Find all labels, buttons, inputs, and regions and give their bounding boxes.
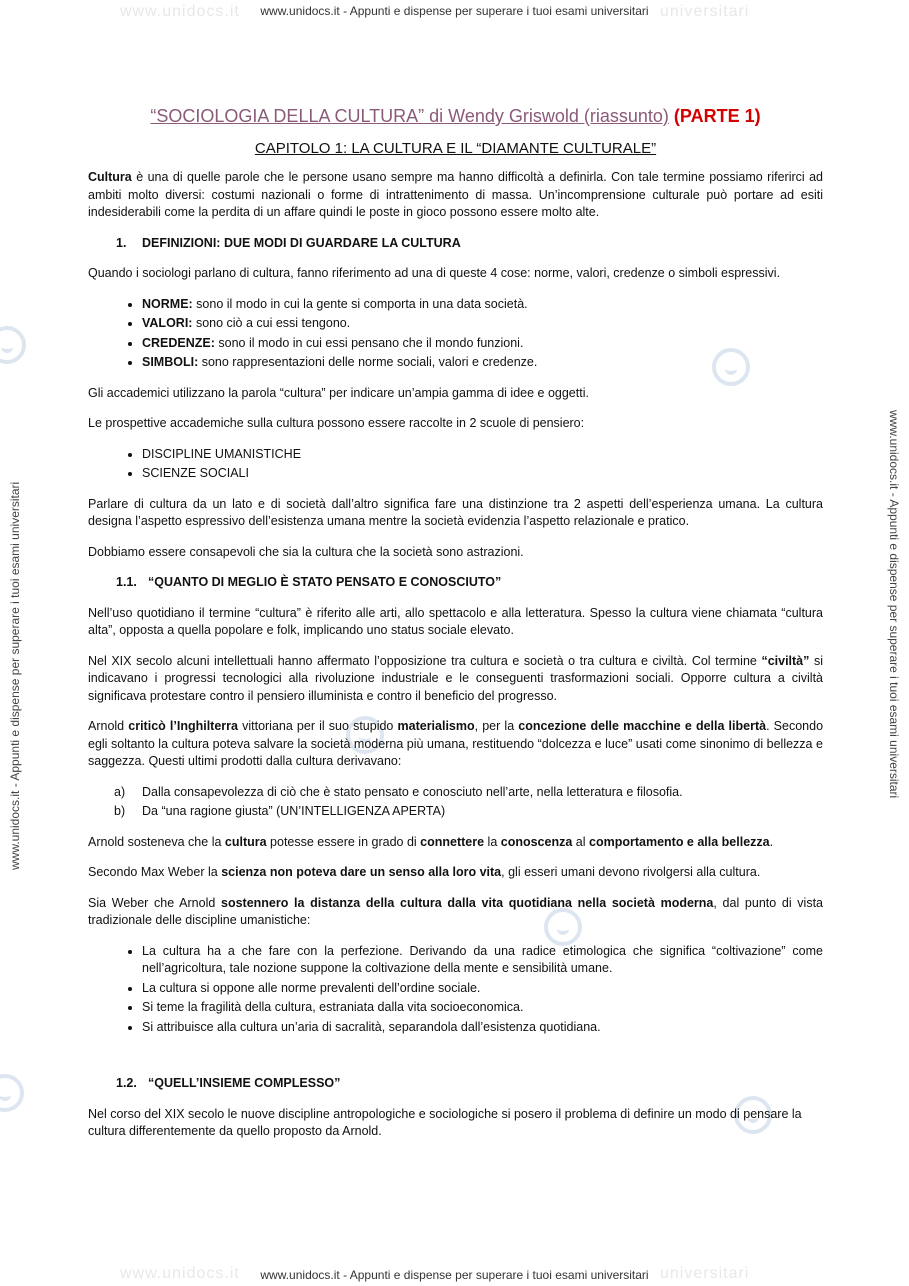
paragraph: Sia Weber che Arnold sostennero la distanza della cultura dalla vita quotidiana nella società moderna, dal punto di vista tradizionale delle discipline umanistiche: <box>88 895 823 927</box>
paragraph: Nel XIX secolo alcuni intellettuali hanno affermato l’opposizione tra cultura e società o tra cultura e civiltà. Col termine “civiltà” si indicavano i progressi tecnologici alla rivoluzione industriale e le conseguenti trasformazioni sociali. Opporre cultura a civiltà significava protestare contro il pensiero illuminista e contro il beneficio del progresso. <box>88 653 823 703</box>
list-item: • Si teme la fragilità della cultura, estraniata dalla vita socioeconomica. <box>142 999 823 1017</box>
list-item <box>142 335 823 353</box>
term: SIMBOLI: <box>142 355 199 369</box>
list-item: a) Dalla consapevolezza di ciò che è stato pensato e conosciuto nell’arte, nella letteratura e filosofia. <box>114 784 683 799</box>
section-1-1-number: 1.1. <box>116 575 137 589</box>
section-1-title: DEFINIZIONI: DUE MODI DI GUARDARE LA CULTURA <box>142 235 461 250</box>
paragraph: Gli accademici utilizzano la parola “cultura” per indicare un’ampia gamma di idee e oggetti. <box>88 385 589 400</box>
intro-text: è una di quelle parole che le persone usano sempre ma hanno difficoltà a definirla. Con tale termine possiamo riferirci ad ambiti molto diversi: costumi nazionali o forme di intrattenimento di massa. Un’incomprensione culturale può portare ad esiti indesiderabili come la perdita di un affare quindi le poste in gioco possono essere molto alte. <box>88 170 823 219</box>
paragraph: Arnold sosteneva che la cultura potesse essere in grado di connettere la conoscenza al comportamento e alla bellezza. <box>88 834 774 849</box>
list-item: • SCIENZE SOCIALI <box>142 465 823 483</box>
left-side-watermark: www.unidocs.it - Appunti e dispense per superare i tuoi esami universitari <box>8 481 22 870</box>
section-1-2-heading <box>116 1075 823 1093</box>
list-item: • La cultura ha a che fare con la perfezione. Derivando da una radice etimologica che significa “coltivazione” come nell’agricoltura, tale nozione suppone la coltivazione della mente e sensibilità umane. <box>142 943 823 978</box>
list-item <box>142 354 823 372</box>
footer-watermark-ghost-left: www.unidocs.it <box>120 1265 240 1282</box>
derivation-list <box>88 784 823 821</box>
section-1-2-number: 1.2. <box>116 1076 137 1090</box>
document-title <box>88 108 823 126</box>
spacer <box>88 1049 823 1075</box>
chapter-heading: CAPITOLO 1: LA CULTURA E IL “DIAMANTE CULTURALE” <box>254 139 657 157</box>
intro-paragraph <box>88 169 823 222</box>
watermark-logo-icon <box>0 1074 24 1112</box>
list-item: b) Da “una ragione giusta” (UN’INTELLIGENZA APERTA) <box>114 804 446 818</box>
list-item: • Si attribuisce alla cultura un’aria di sacralità, separandola dall’esistenza quotidiana. <box>142 1019 823 1037</box>
list-item: • La cultura si oppone alle norme prevalenti dell’ordine sociale. <box>142 980 823 998</box>
definition: sono rappresentazioni delle norme sociali, valori e credenze. <box>198 355 538 369</box>
definition: sono il modo in cui la gente si comporta in una data società. <box>192 296 528 311</box>
document-page <box>88 108 823 1154</box>
header-watermark-ghost-right: universitari <box>660 3 750 20</box>
intro-bold: Cultura <box>88 170 132 184</box>
section-1-1-title: “QUANTO DI MEGLIO È STATO PENSATO E CONOSCIUTO” <box>148 575 502 589</box>
section-1-1-heading <box>116 574 823 592</box>
term: NORME: <box>142 296 193 311</box>
paragraph: Arnold criticò l’Inghilterra vittoriana per il suo stupido materialismo, per la concezione delle macchine e della libertà. Secondo egli soltanto la cultura poteva salvare la società moderna più umana, restituendo “dolcezza e luce” usati come sinonimo di bellezza e saggezza. Questi ultimi prodotti dalla cultura derivavano: <box>88 719 824 768</box>
paragraph: Nell’uso quotidiano il termine “cultura” è riferito alle arti, allo spettacolo e alla letteratura. Spesso la cultura viene chiamata “cultura alta”, opposta a quella popolare e folk, implicando uno status sociale elevato. <box>88 605 823 637</box>
watermark-logo-icon <box>0 326 26 364</box>
definitions-list <box>88 296 823 372</box>
list-item: • DISCIPLINE UMANISTICHE <box>142 446 823 464</box>
header-watermark-ghost-left: www.unidocs.it <box>120 3 240 20</box>
features-list <box>88 943 823 1037</box>
paragraph: Le prospettive accademiche sulla cultura possono essere raccolte in 2 scuole di pensiero: <box>88 416 585 430</box>
title-link[interactable]: “SOCIOLOGIA DELLA CULTURA” di Wendy Griswold (riassunto) <box>150 106 669 126</box>
paragraph: Secondo Max Weber la scienza non poteva dare un senso alla loro vita, gli esseri umani devono rivolgersi alla cultura. <box>88 865 761 879</box>
section-1-2-title: “QUELL’INSIEME COMPLESSO” <box>148 1076 341 1090</box>
list-item <box>142 315 823 333</box>
title-part: (PARTE 1) <box>673 106 761 126</box>
paragraph: Dobbiamo essere consapevoli che sia la cultura che la società sono astrazioni. <box>88 544 524 559</box>
schools-list <box>88 446 823 483</box>
paragraph: Quando i sociologi parlano di cultura, fanno riferimento ad una di queste 4 cose: norme, valori, credenze o simboli espressivi. <box>88 266 781 280</box>
right-side-watermark: www.unidocs.it - Appunti e dispense per superare i tuoi esami universitari <box>887 410 901 799</box>
term: VALORI: <box>142 316 193 330</box>
footer-watermark-ghost-right: universitari <box>660 1265 750 1282</box>
term: CREDENZE: <box>142 335 215 350</box>
definition: sono ciò a cui essi tengono. <box>192 316 351 330</box>
section-1-number: 1. <box>116 235 127 250</box>
header-watermark: www.unidocs.it - Appunti e dispense per superare i tuoi esami universitari <box>260 4 649 18</box>
paragraph: Parlare di cultura da un lato e di società dall’altro significa fare una distinzione tra 2 aspetti dell’esperienza umana. La cultura designa l’aspetto espressivo dell’esistenza umana mentre la società evidenzia l’aspetto relazionale e pratico. <box>88 496 823 528</box>
section-1-heading <box>116 235 823 253</box>
definition: sono il modo in cui essi pensano che il mondo funzioni. <box>214 335 524 350</box>
footer-watermark: www.unidocs.it - Appunti e dispense per superare i tuoi esami universitari <box>260 1268 649 1282</box>
list-item <box>142 296 823 314</box>
paragraph: Nel corso del XIX secolo le nuove discipline antropologiche e sociologiche si posero il problema di definire un modo di pensare la cultura differentemente da quello proposto da Arnold. <box>88 1106 802 1138</box>
